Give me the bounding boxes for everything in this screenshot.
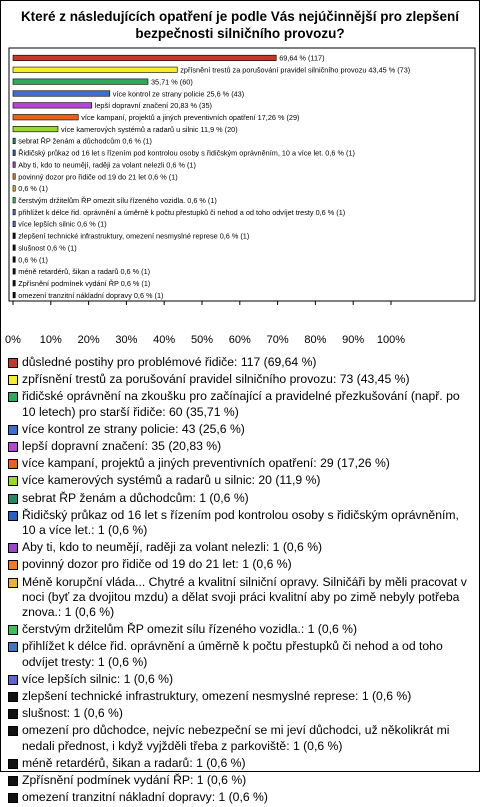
bar xyxy=(13,91,110,97)
legend-label: Zpřísnění podmínek vydání ŘP: 1 (0,6 %) xyxy=(22,773,247,788)
bar-label: sebrat ŘP ženám a důchodcům 0,6 % (1) xyxy=(18,136,152,146)
x-tick-label: 90% xyxy=(342,334,365,346)
legend-label: Méně korupční vláda... Chytré a kvalitní silniční opravy. Silničáři by měli pracovat v noci (byť za dvojitou mzdu) a dělat svoji práci kvalitní aby po zimě nebyly potřeba znova.: 1 (0,6 %) xyxy=(22,574,467,620)
legend-swatch xyxy=(8,726,18,736)
legend-swatch xyxy=(8,425,18,435)
bar xyxy=(13,150,15,156)
bar xyxy=(13,67,177,73)
bar-label: Řidičský průkaz od 16 let s řízením pod kontrolou osoby s řidičským oprávněním, 10 a více let. 0,6 % (1) xyxy=(18,148,355,158)
legend-label: Řidičský průkaz od 16 let s řízením pod kontrolou osoby s řidičským oprávněním, 10 a více let.: 1 (0,6 %) xyxy=(22,507,459,538)
x-tick-label: 40% xyxy=(153,334,176,346)
legend-label: zpřísnění trestů za porušování pravidel silničního provozu: 73 (43,45 %) xyxy=(22,372,410,387)
x-tick-label: 50% xyxy=(190,334,214,346)
legend-item xyxy=(8,355,474,370)
bar-label: 35,71 % (60) xyxy=(150,77,193,87)
legend-item xyxy=(8,473,474,488)
legend-label: omezení pro důchodce, nejvíc nebezpeční se mi jeví důchodci, už několikrát mi nedali přednost, i když vyjžděli třeba z parkoviště: 1 (0,6 %) xyxy=(22,723,450,753)
legend-label: omezení tranzitní nákladní dopravy: 1 (0,6 %) xyxy=(22,790,268,805)
legend-label: Aby ti, kdo to neumějí, raději za volant nelezli: 1 (0,6 %) xyxy=(22,540,323,555)
bar-label: zpřísnění trestů za porušování pravidel silničního provozu 43,45 % (73) xyxy=(180,65,411,75)
legend-swatch xyxy=(8,578,18,588)
legend-swatch xyxy=(8,476,18,486)
legend-item xyxy=(8,773,474,788)
bar-label: 0,6 % (1) xyxy=(18,255,48,265)
x-tick-label: 20% xyxy=(77,334,100,346)
bar xyxy=(13,138,15,144)
legend-label: důsledné postihy pro problémové řidiče: 117 (69,64 %) xyxy=(22,355,317,369)
legend-label: více kamerových systémů a radarů u silnic: 20 (11,9 %) xyxy=(22,473,321,488)
legend-label: řidičské oprávnění na zkoušku pro začínající a pravidelné přezkušování (např. po 10 letech) pro starší řidiče: 60 (35,71 %) xyxy=(22,389,460,419)
bar xyxy=(13,197,15,203)
bar-label: povinný dozor pro řidiče od 19 do 21 let 0,6 % (1) xyxy=(18,172,178,182)
x-tick-label: 30% xyxy=(115,334,138,346)
legend-label: sebrat ŘP ženám a důchodcům: 1 (0,6 %) xyxy=(22,490,249,505)
bar-label: Aby ti, kdo to neumějí, raději za volant nelezli 0,6 % (1) xyxy=(18,160,196,170)
bar-label: zlepšení technické infrastruktury, omezení nesmyslné represe 0,6 % (1) xyxy=(18,231,250,241)
bar-label: lepší dopravní značení 20,83 % (35) xyxy=(94,101,212,111)
bar xyxy=(13,280,15,286)
legend-item xyxy=(8,639,474,669)
legend-swatch xyxy=(8,543,18,553)
x-tick-label: 10% xyxy=(39,334,62,346)
bar-label: více kamerových systémů a radarů u silnic 11,9 % (20) xyxy=(60,124,238,134)
legend-label: přihlížet k délce řid. oprávnění a úměrně k počtu přestupků či nehod a od toho odvíjet tresty: 1 (0,6 %) xyxy=(22,639,443,669)
bar xyxy=(13,55,276,61)
bar xyxy=(13,245,15,251)
legend-swatch xyxy=(8,560,18,570)
legend-swatch xyxy=(8,392,18,402)
bar-label: Zpřísnění podmínek vydání ŘP 0,6 % (1) xyxy=(18,279,151,289)
legend-item xyxy=(8,491,474,506)
bar xyxy=(13,257,15,263)
bar-chart xyxy=(0,0,480,350)
legend-swatch xyxy=(8,494,18,504)
legend-swatch xyxy=(8,709,18,719)
x-tick-label: 70% xyxy=(266,334,289,346)
legend-item xyxy=(8,790,474,805)
legend-item xyxy=(8,672,474,687)
bar xyxy=(13,114,78,120)
bar xyxy=(13,103,92,109)
bar-label: omezení tranzitní nákladní dopravy 0,6 % (1) xyxy=(18,290,164,300)
x-tick-label: 80% xyxy=(304,334,327,346)
bar-label: méně retardérů, šikan a radarů 0,6 % (1) xyxy=(18,267,151,277)
bar-label: čerstvým držitelům ŘP omezit sílu řízeného vozidla. 0,6 % (1) xyxy=(18,196,217,206)
legend-swatch xyxy=(8,759,18,769)
legend-item xyxy=(8,622,474,637)
legend-swatch xyxy=(8,776,18,786)
legend-label: slušnost: 1 (0,6 %) xyxy=(22,706,123,721)
legend-item xyxy=(8,575,474,621)
bar xyxy=(13,221,15,227)
legend-item xyxy=(8,389,474,419)
bar-label: slušnost 0,6 % (1) xyxy=(18,243,77,253)
bar xyxy=(13,162,15,168)
legend-item xyxy=(8,706,474,721)
bar-label: 0,6 % (1) xyxy=(18,184,48,194)
legend-swatch xyxy=(8,793,18,803)
bar xyxy=(13,292,15,298)
legend-swatch xyxy=(8,642,18,652)
bar xyxy=(13,209,15,215)
legend-label: více kontrol ze strany policie: 43 (25,6 %) xyxy=(22,421,245,436)
legend-item xyxy=(8,508,474,538)
legend-label: méně retardérů, šikan a radarů: 1 (0,6 %) xyxy=(22,755,246,770)
legend-label: zlepšení technické infrastruktury, omezení nesmyslné represe: 1 (0,6 %) xyxy=(22,689,412,704)
x-tick-label: 100% xyxy=(376,334,406,346)
bar-label: 69,64 % (117) xyxy=(279,53,325,63)
legend-item xyxy=(8,456,474,471)
legend-item xyxy=(8,689,474,704)
legend-item xyxy=(8,557,474,572)
legend-swatch xyxy=(8,442,18,452)
legend-swatch xyxy=(8,459,18,469)
chart-legend xyxy=(8,355,474,807)
bar xyxy=(13,233,15,239)
legend-swatch xyxy=(8,692,18,702)
legend-swatch xyxy=(8,511,18,521)
x-tick-label: 60% xyxy=(228,334,251,346)
legend-swatch xyxy=(8,675,18,685)
legend-item xyxy=(8,372,474,387)
legend-item xyxy=(8,422,474,437)
bar xyxy=(13,186,15,192)
legend-swatch xyxy=(8,358,18,368)
bar-label: více kampaní, projektů a jiných preventivních opatření 17,26 % (29) xyxy=(81,113,300,123)
legend-item xyxy=(8,540,474,555)
bar xyxy=(13,79,148,85)
legend-swatch xyxy=(8,375,18,385)
bar-label: více lepších silnic 0,6 % (1) xyxy=(18,219,107,229)
bar xyxy=(13,126,58,132)
legend-item xyxy=(8,723,474,753)
x-tick-label: 0% xyxy=(5,334,21,346)
bar-label: přihlížet k délce řid. oprávnění a úměrně k počtu přestupků či nehod a od toho odvíjet tresty 0,6 % (1) xyxy=(18,207,346,217)
legend-label: čerstvým držitelům ŘP omezit sílu řízeného vozidla.: 1 (0,6 %) xyxy=(22,622,358,637)
chart-title-line-1: Které z následujících opatření je podle Vás nejúčinnější pro zlepšení xyxy=(20,9,460,24)
bar xyxy=(13,174,15,180)
legend-label: více lepších silnic: 1 (0,6 %) xyxy=(22,671,174,686)
legend-label: více kampaní, projektů a jiných preventivních opatření: 29 (17,26 %) xyxy=(22,456,390,471)
legend-label: povinný dozor pro řidiče od 19 do 21 let: 1 (0,6 %) xyxy=(22,557,292,572)
legend-label: lepší dopravní značení: 35 (20,83 %) xyxy=(22,439,222,454)
bar-label: více kontrol ze strany policie 25,6 % (43) xyxy=(112,89,245,99)
chart-title-line-2: bezpečnosti silničního provozu? xyxy=(135,26,345,41)
legend-item xyxy=(8,439,474,454)
bar xyxy=(13,269,15,275)
legend-swatch xyxy=(8,625,18,635)
legend-item xyxy=(8,756,474,771)
